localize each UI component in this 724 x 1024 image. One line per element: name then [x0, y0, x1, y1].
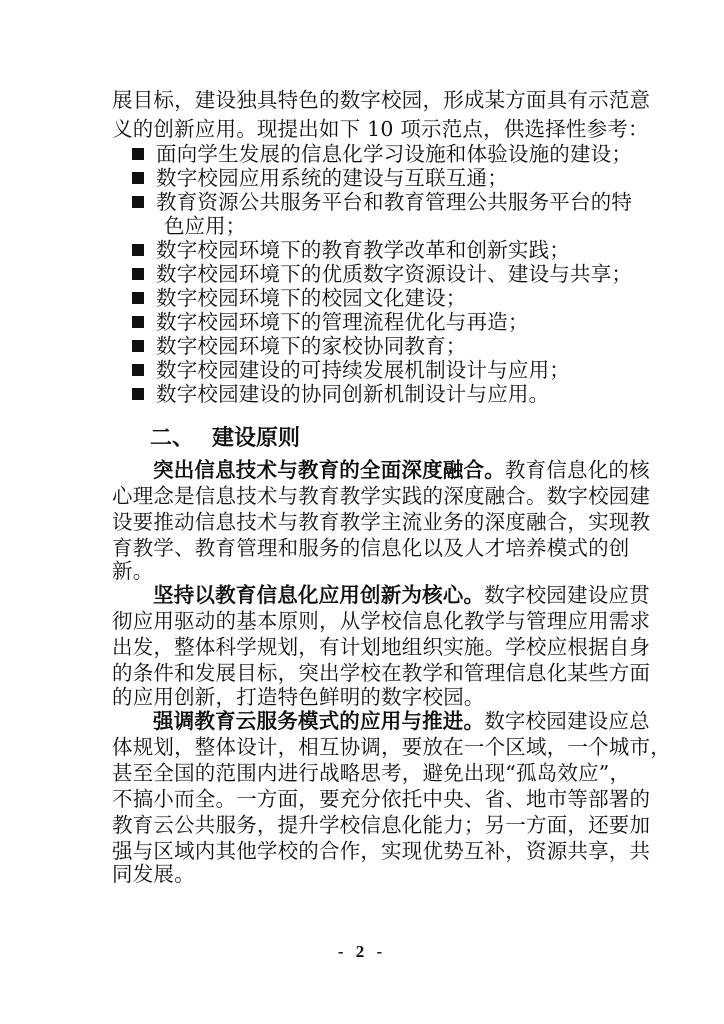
para1-line-4: 育教学、教育管理和服务的信息化以及人才培养模式的创 [112, 536, 630, 560]
bullet-item-6 [132, 286, 467, 311]
bullet-text: 数字校园环境下的家校协同教育； [156, 334, 467, 358]
section-number: 二、 [150, 426, 195, 451]
bullet-text: 数字校园建设的可持续发展机制设计与应用； [156, 358, 570, 382]
bullet-item-3 [132, 190, 632, 215]
para2-line-5: 的应用创新，打造特色鲜明的数字校园。 [112, 685, 485, 709]
bullet-text: 数字校园环境下的教育教学改革和创新实践； [156, 238, 570, 262]
para3-line-4: 不搞小而全。一方面，要充分依托中央、省、地市等部署的 [112, 787, 651, 811]
para1-line-3: 设要推动信息技术与教育教学主流业务的深度融合，实现教 [112, 510, 651, 534]
para3-line-2: 体规划，整体设计，相互协调，要放在一个区域，一个城市， [112, 735, 671, 759]
square-bullet-icon [132, 244, 144, 256]
bullet-text: 教育资源公共服务平台和教育管理公共服务平台的特 [156, 190, 633, 214]
bullet-item-5 [132, 262, 632, 287]
square-bullet-icon [132, 196, 144, 208]
square-bullet-icon [132, 292, 144, 304]
bullet-text: 数字校园应用系统的建设与互联互通； [156, 166, 508, 190]
square-bullet-icon [132, 364, 144, 376]
para2-lead: 坚持以教育信息化应用创新为核心。 [153, 583, 485, 607]
bullet-item-8 [132, 334, 467, 359]
para3-line-7: 同发展。 [112, 862, 195, 886]
para2-line-1-rest: 数字校园建设应贯 [484, 583, 650, 607]
square-bullet-icon [132, 316, 144, 328]
bullet-item-7 [132, 310, 529, 335]
para2-line-1 [112, 583, 650, 608]
square-bullet-icon [132, 268, 144, 280]
bullet-text: 面向学生发展的信息化学习设施和体验设施的建设； [156, 142, 633, 166]
bullet-text: 数字校园环境下的管理流程优化与再造； [156, 310, 529, 334]
para3-line-5: 教育云公共服务，提升学校信息化能力；另一方面，还要加 [112, 813, 651, 837]
bullet-item-9 [132, 358, 570, 383]
square-bullet-icon [132, 172, 144, 184]
para1-line-5: 新。 [112, 559, 154, 583]
para2-line-2: 彻应用驱动的基本原则，从学校信息化教学与管理应用需求 [112, 609, 651, 633]
intro-line-1: 展目标，建设独具特色的数字校园，形成某方面具有示范意 [112, 88, 651, 112]
para1-lead: 突出信息技术与教育的全面深度融合。 [153, 458, 505, 482]
para3-line-1 [112, 709, 650, 734]
para3-line-6: 强与区域内其他学校的合作，实现优势互补，资源共享，共 [112, 839, 651, 863]
bullet-text: 数字校园建设的协同创新机制设计与应用。 [156, 382, 550, 406]
section-heading [150, 424, 300, 454]
bullet-item-1 [132, 142, 632, 167]
para2-line-4: 的条件和发展目标，突出学校在教学和管理信息化某些方面 [112, 661, 651, 685]
intro-line-2: 义的创新应用。现提出如下 10 项示范点，供选择性参考： [112, 117, 649, 141]
square-bullet-icon [132, 340, 144, 352]
para1-line-2: 心理念是信息技术与教育教学实践的深度融合。数字校园建 [112, 484, 651, 508]
bullet-item-3-continuation: 色应用； [164, 214, 246, 238]
section-title: 建设原则 [212, 426, 301, 451]
para3-lead: 强调教育云服务模式的应用与推进。 [153, 709, 485, 733]
para1-line-1-rest: 教育信息化的核 [504, 458, 650, 482]
square-bullet-icon [132, 148, 144, 160]
bullet-item-2 [132, 166, 508, 191]
bullet-text: 数字校园环境下的优质数字资源设计、建设与共享； [156, 262, 633, 286]
page-number: - 2 - [337, 942, 387, 961]
bullet-item-10 [132, 382, 549, 407]
para3-line-1-rest: 数字校园建设应总 [484, 709, 650, 733]
bullet-item-4 [132, 238, 570, 263]
para3-line-3: 甚至全国的范围内进行战略思考，避免出现“孤岛效应”， [112, 761, 631, 785]
para1-line-1 [112, 458, 650, 483]
square-bullet-icon [132, 388, 144, 400]
para2-line-3: 出发，整体科学规划，有计划地组织实施。学校应根据自身 [112, 635, 651, 659]
bullet-text: 数字校园环境下的校园文化建设； [156, 286, 467, 310]
